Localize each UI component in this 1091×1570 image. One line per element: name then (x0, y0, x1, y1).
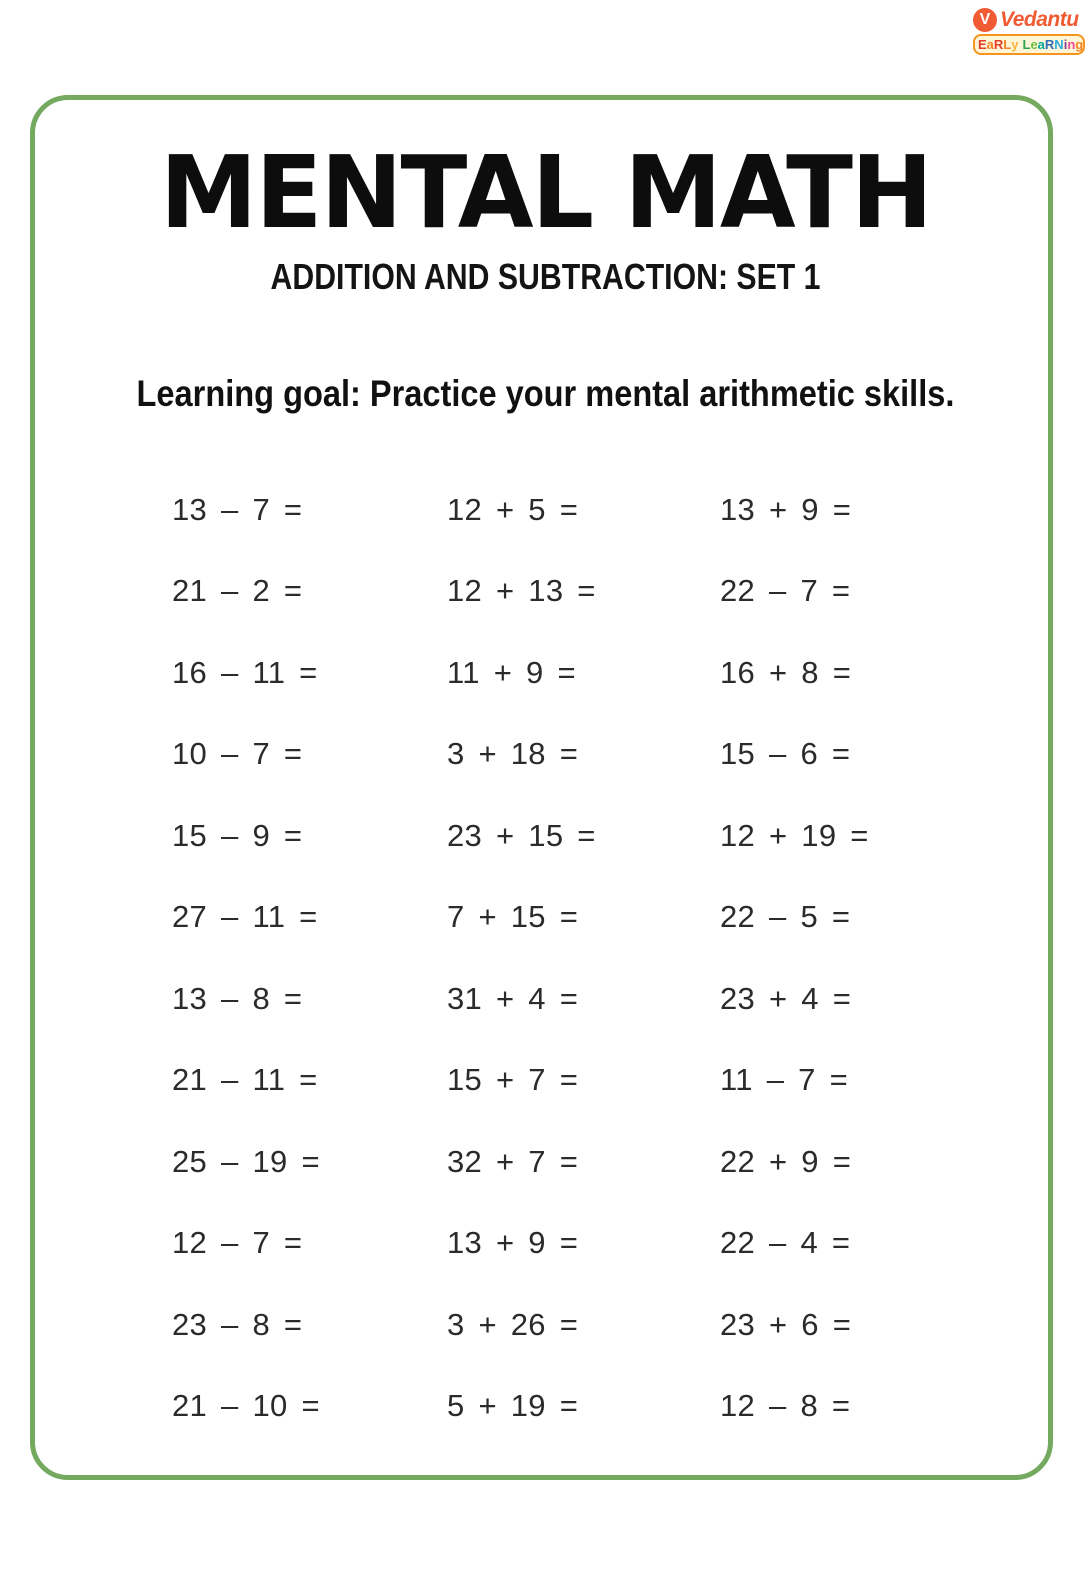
problem-cell: 13 + 9 = (720, 491, 852, 527)
problem-cell: 23 – 8 = (172, 1306, 303, 1342)
problem-cell: 5 + 19 = (447, 1388, 579, 1424)
tagline-letter: N (1054, 37, 1064, 52)
problem-cell: 12 – 8 = (720, 1388, 851, 1424)
vedantu-v-icon (973, 8, 997, 32)
problem-cell: 25 – 19 = (172, 1143, 320, 1179)
vedantu-v-letter: V (979, 11, 991, 28)
problem-cell: 23 + 15 = (447, 817, 596, 853)
problem-cell: 11 + 9 = (447, 654, 576, 690)
problem-cell: 22 – 5 = (720, 899, 851, 935)
problem-cell: 27 – 11 = (172, 899, 318, 935)
problem-cell: 15 – 9 = (172, 817, 303, 853)
early-learning-badge (973, 34, 1085, 55)
tagline-letter: n (1067, 37, 1076, 52)
vedantu-logo (973, 8, 1085, 55)
learning-goal: Learning goal: Practice your mental arithmetic skills. (136, 373, 955, 414)
problem-cell: 3 + 26 = (447, 1306, 579, 1342)
tagline-letter: L (1022, 37, 1031, 52)
tagline-letter: R (993, 37, 1004, 52)
problem-cell: 21 – 10 = (172, 1388, 320, 1424)
problem-cell: 16 + 8 = (720, 654, 852, 690)
tagline-letter: g (1075, 37, 1084, 52)
problem-cell: 13 + 9 = (447, 1225, 579, 1261)
problem-cell: 12 + 5 = (447, 491, 579, 527)
page-title: MENTAL MATH (159, 134, 932, 251)
problem-cell: 22 + 9 = (720, 1143, 852, 1179)
problem-cell: 32 + 7 = (447, 1143, 579, 1179)
problem-cell: 21 – 2 = (172, 573, 303, 609)
tagline-letter: L (1003, 37, 1012, 52)
vedantu-wordmark: Vedantu (1000, 8, 1079, 31)
problem-cell: 12 + 13 = (447, 573, 596, 609)
problem-cell: 12 – 7 = (172, 1225, 303, 1261)
tagline-letter: y (1011, 37, 1019, 52)
problem-cell: 12 + 19 = (720, 817, 869, 853)
problem-cell: 15 + 7 = (447, 1062, 579, 1098)
tagline-letter: a (1037, 37, 1045, 52)
problem-cell: 13 – 8 = (172, 980, 303, 1016)
problems-grid (172, 469, 972, 1447)
problem-cell: 3 + 18 = (447, 736, 579, 772)
problem-cell: 16 – 11 = (172, 654, 318, 690)
problem-cell: 21 – 11 = (172, 1062, 318, 1098)
problem-cell: 23 + 4 = (720, 980, 852, 1016)
problem-cell: 31 + 4 = (447, 980, 579, 1016)
tagline-letter: a (986, 37, 994, 52)
page-subtitle: ADDITION AND SUBTRACTION: SET 1 (270, 256, 821, 297)
problem-cell: 22 – 4 = (720, 1225, 851, 1261)
problem-cell: 15 – 6 = (720, 736, 851, 772)
tagline-letter: R (1044, 37, 1055, 52)
vedantu-logo-top (973, 8, 1085, 32)
problem-cell: 22 – 7 = (720, 573, 851, 609)
problem-cell: 23 + 6 = (720, 1306, 852, 1342)
problem-cell: 10 – 7 = (172, 736, 303, 772)
problem-cell: 11 – 7 = (720, 1062, 849, 1098)
tagline-letter: e (1030, 37, 1038, 52)
problem-cell: 13 – 7 = (172, 491, 303, 527)
tagline-letter: i (1063, 37, 1068, 52)
tagline-letter: E (978, 37, 987, 52)
problem-cell: 7 + 15 = (447, 899, 579, 935)
